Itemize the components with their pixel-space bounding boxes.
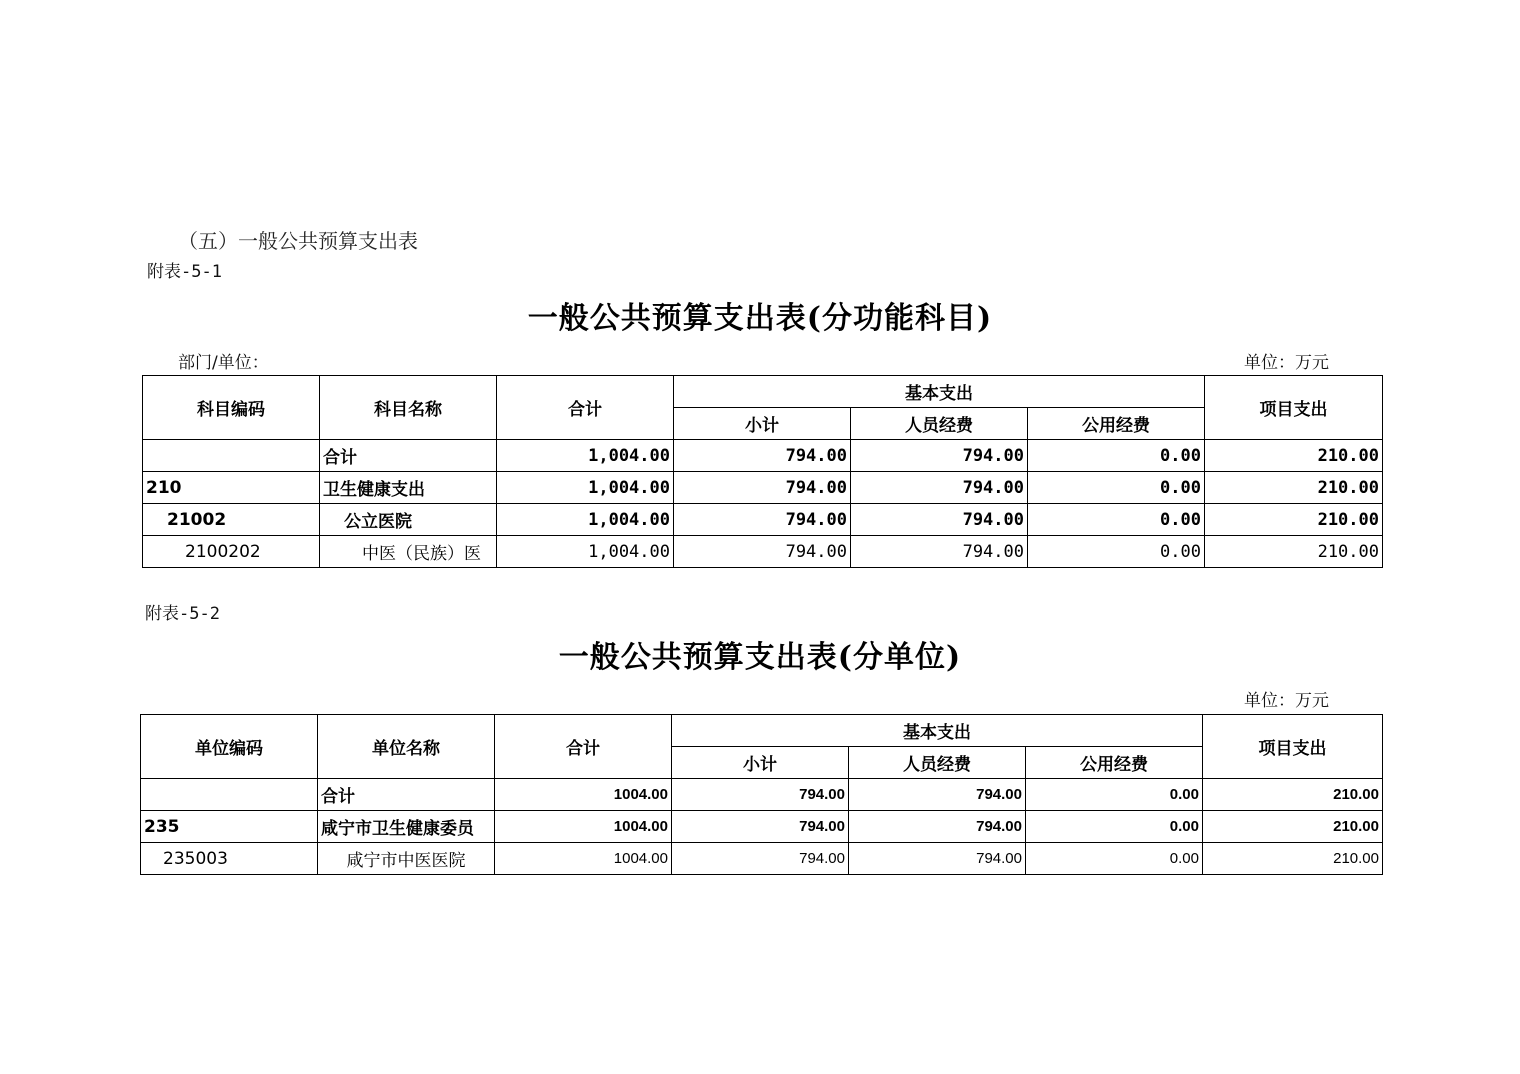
row-project: 210.00 [1205,504,1383,536]
table-row [141,779,1383,811]
row-public: 0.00 [1028,536,1205,568]
header-personnel: 人员经费 [849,747,1026,779]
header-subtotal: 小计 [672,747,849,779]
row-personnel: 794.00 [851,440,1028,472]
row-code: 235003 [141,843,318,875]
row-subtotal: 794.00 [672,843,849,875]
header-project: 项目支出 [1203,715,1383,779]
header-total: 合计 [497,376,674,440]
table-row [141,843,1383,875]
row-name: 合计 [318,779,495,811]
row-name: 合计 [320,440,497,472]
header-name: 单位名称 [318,715,495,779]
row-code: 210 [143,472,320,504]
row-name: 公立医院 [320,504,497,536]
row-total: 1004.00 [495,811,672,843]
row-code: 235 [141,811,318,843]
unit-label-1: 单位：万元 [1244,353,1329,373]
unit-label-2: 单位：万元 [1244,691,1329,711]
row-total: 1004.00 [495,843,672,875]
row-subtotal: 794.00 [672,811,849,843]
row-project: 210.00 [1205,472,1383,504]
header-basic: 基本支出 [674,376,1205,408]
table-row [143,440,1383,472]
row-name: 卫生健康支出 [320,472,497,504]
header-total: 合计 [495,715,672,779]
row-public: 0.00 [1026,811,1203,843]
row-personnel: 794.00 [849,779,1026,811]
dept-label: 部门/单位： [178,353,269,373]
unit-expenditure-table [140,714,1383,875]
row-public: 0.00 [1026,843,1203,875]
annex-label-5-1: 附表-5-1 [147,262,222,282]
row-personnel: 794.00 [851,536,1028,568]
row-public: 0.00 [1028,472,1205,504]
row-total: 1,004.00 [497,536,674,568]
header-name: 科目名称 [320,376,497,440]
header-public: 公用经费 [1028,408,1205,440]
row-personnel: 794.00 [851,504,1028,536]
header-subtotal: 小计 [674,408,851,440]
table-row [143,504,1383,536]
header-code: 单位编码 [141,715,318,779]
row-public: 0.00 [1026,779,1203,811]
row-subtotal: 794.00 [674,536,851,568]
row-personnel: 794.00 [849,811,1026,843]
row-name: 咸宁市中医医院 [318,843,495,875]
row-subtotal: 794.00 [672,779,849,811]
row-public: 0.00 [1028,504,1205,536]
row-name: 中医（民族）医 [320,536,497,568]
row-code [143,440,320,472]
row-code: 21002 [143,504,320,536]
row-code: 2100202 [143,536,320,568]
row-total: 1,004.00 [497,472,674,504]
table-row [141,811,1383,843]
table-row [143,472,1383,504]
row-personnel: 794.00 [851,472,1028,504]
header-project: 项目支出 [1205,376,1383,440]
row-project: 210.00 [1203,811,1383,843]
annex-label-5-2: 附表-5-2 [145,604,220,624]
header-personnel: 人员经费 [851,408,1028,440]
row-subtotal: 794.00 [674,472,851,504]
row-project: 210.00 [1203,843,1383,875]
row-name: 咸宁市卫生健康委员 [318,811,495,843]
section-heading: （五）一般公共预算支出表 [178,229,418,253]
row-public: 0.00 [1028,440,1205,472]
table1-title: 一般公共预算支出表(分功能科目) [527,301,993,336]
table2-title: 一般公共预算支出表(分单位) [558,640,962,675]
row-project: 210.00 [1205,536,1383,568]
table-row [143,536,1383,568]
header-public: 公用经费 [1026,747,1203,779]
header-basic: 基本支出 [672,715,1203,747]
row-project: 210.00 [1205,440,1383,472]
row-total: 1,004.00 [497,504,674,536]
row-project: 210.00 [1203,779,1383,811]
row-code [141,779,318,811]
row-total: 1,004.00 [497,440,674,472]
row-subtotal: 794.00 [674,440,851,472]
row-subtotal: 794.00 [674,504,851,536]
function-expenditure-table [142,375,1383,568]
row-personnel: 794.00 [849,843,1026,875]
row-total: 1004.00 [495,779,672,811]
header-code: 科目编码 [143,376,320,440]
